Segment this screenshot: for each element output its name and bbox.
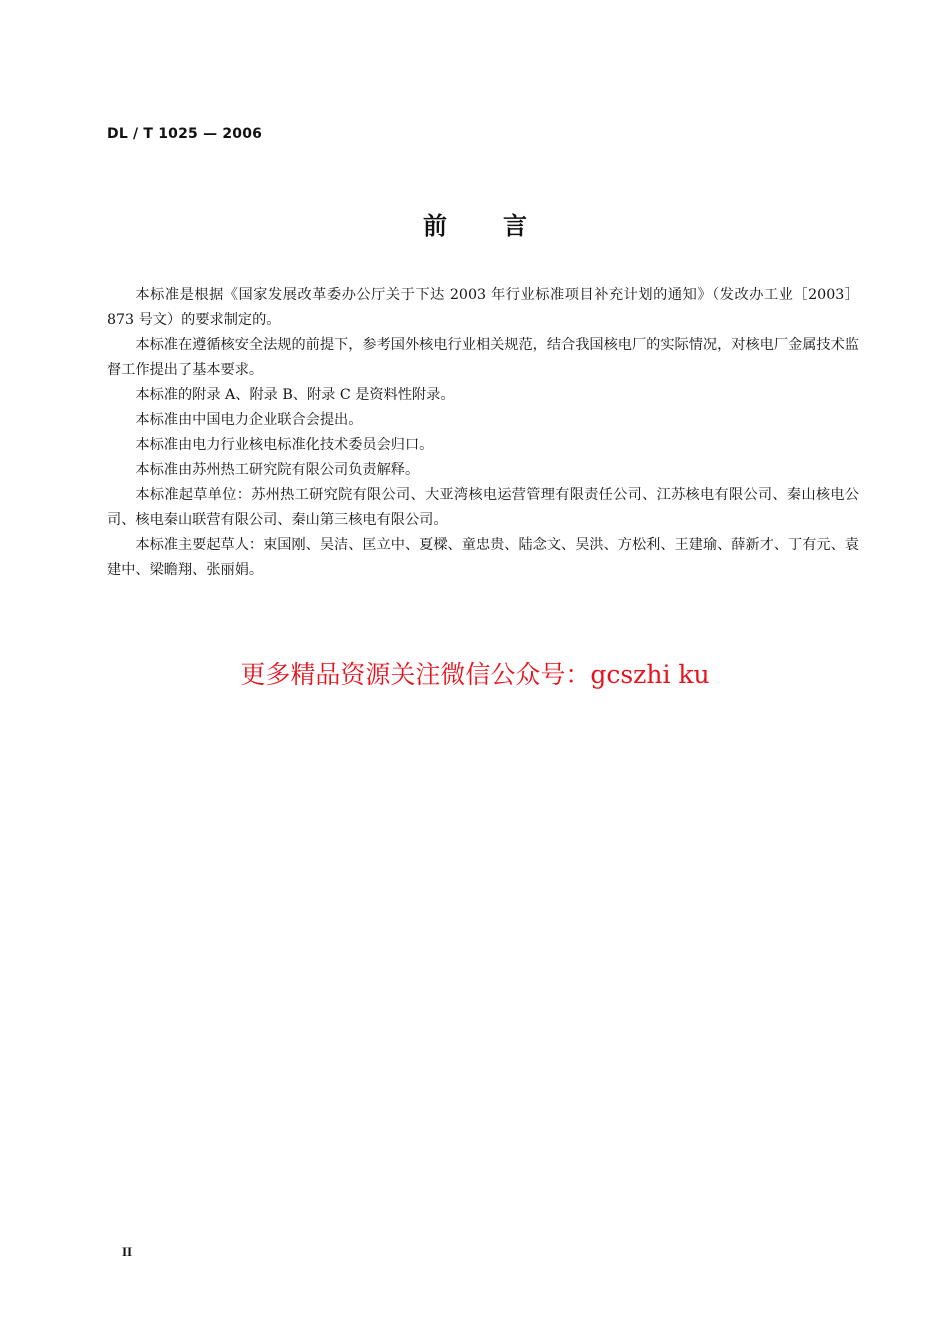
paragraph-proposer: 本标准由中国电力企业联合会提出。 [135,412,363,428]
paragraph-basis: 本标准是根据《国家发展改革委办公厅关于下达 2003 年行业标准项目补充计划的通知》（发改办工业［2003］873 号文）的要求制定的。 [107,287,859,328]
standard-code: DL / T 1025 — 2006 [107,126,263,142]
promo-watermark-text: 更多精品资源关注微信公众号：gcszhi ku [240,660,710,689]
paragraph-drafting-units: 本标准起草单位：苏州热工研究院有限公司、大亚湾核电运营管理有限责任公司、江苏核电有限公司、秦山核电公司、核电秦山联营有限公司、秦山第三核电有限公司。 [107,487,859,528]
paragraph-drafters: 本标准主要起草人：束国刚、吴洁、匡立中、夏樑、童忠贵、陆念文、吴洪、方松利、王建瑜、薛新才、丁有元、袁建中、梁瞻翔、张丽娟。 [107,537,859,578]
preface-body [107,283,859,583]
paragraph-purpose: 本标准在遵循核安全法规的前提下，参考国外核电行业相关规范，结合我国核电厂的实际情况，对核电厂金属技术监督工作提出了基本要求。 [107,337,859,378]
paragraph-appendices: 本标准的附录 A、附录 B、附录 C 是资料性附录。 [135,387,455,403]
paragraph-interpretation: 本标准由苏州热工研究院有限公司负责解释。 [135,462,420,478]
page-number: II [122,1244,133,1259]
paragraph-committee: 本标准由电力行业核电标准化技术委员会归口。 [135,437,434,453]
page-title: 前言 [423,212,583,240]
